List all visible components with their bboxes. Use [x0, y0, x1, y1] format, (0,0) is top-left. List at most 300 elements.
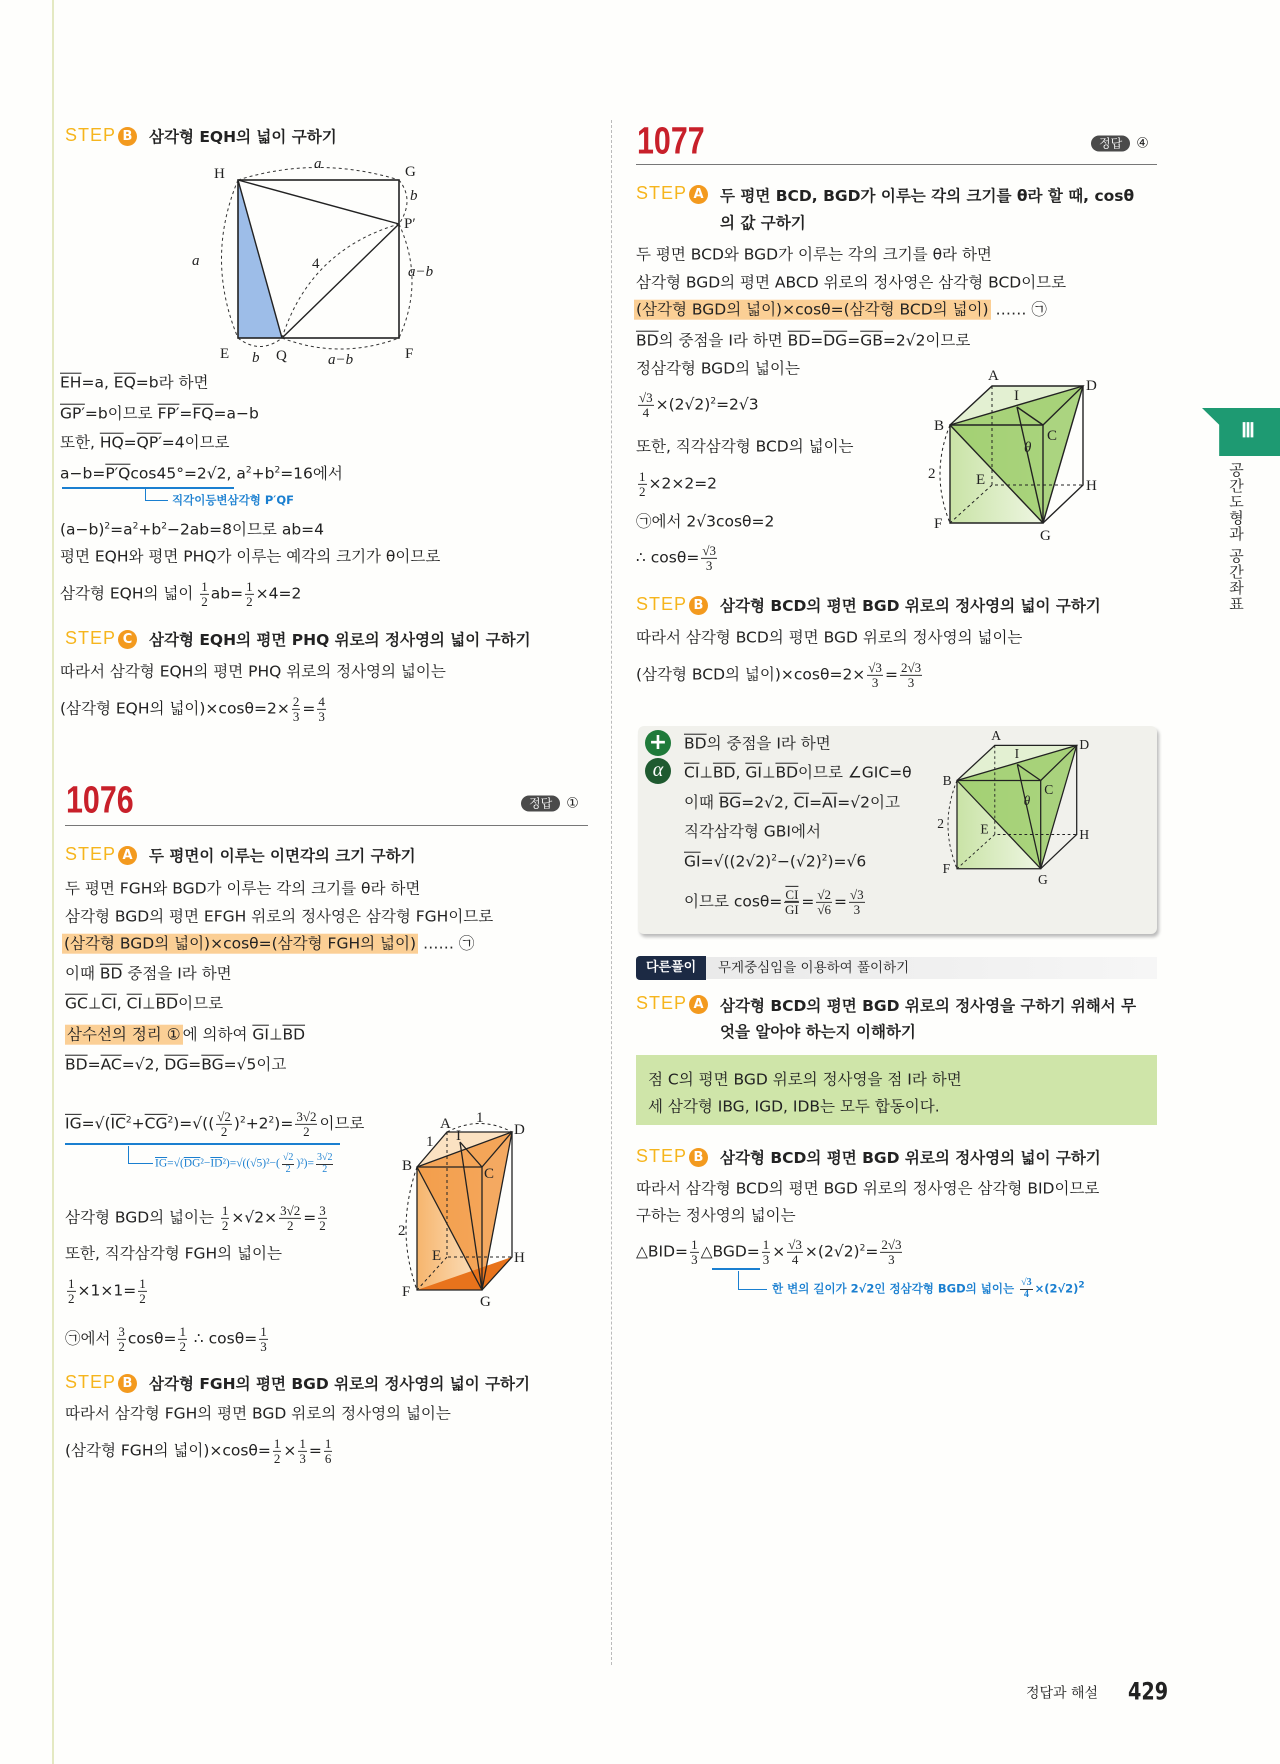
label-edge-2: 2 [928, 466, 936, 482]
step-heading [636, 183, 1156, 237]
text-run: = [303, 1208, 317, 1227]
text-run: ㉠에서 2√3cosθ=2 [636, 512, 775, 531]
step-badge: B [689, 596, 708, 615]
text-run: ⊥ [761, 763, 776, 782]
label-f: F [405, 346, 414, 362]
fraction [178, 1325, 187, 1353]
text-line [684, 764, 912, 783]
text-line [648, 1098, 940, 1117]
fraction [292, 695, 301, 723]
text-run: ㉠에서 [65, 1329, 116, 1348]
text-run: 세 삼각형 IBG, IGD, IDB는 모두 합동이다. [648, 1097, 940, 1116]
overlined-segment: $\overline{BD}$ [775, 763, 799, 782]
overlined-segment: $\overline{AC}$ [100, 1055, 122, 1074]
label-c: C [1047, 428, 1058, 444]
step-title: 두 평면 BCD, BGD가 이루는 각의 크기를 θ라 할 때, cosθ의 값 구하기 [720, 187, 1135, 232]
step-heading [636, 594, 1101, 616]
numerator: √2 [282, 1152, 294, 1163]
text-line [60, 465, 343, 484]
numerator: √3 [1021, 1277, 1032, 1288]
text-run: cos45°=2√2, a [130, 464, 246, 483]
text-run: ⊥ [87, 994, 102, 1013]
step-heading [65, 844, 416, 866]
text-run: ²− [200, 1157, 211, 1170]
fraction [273, 1437, 282, 1465]
text-run: =2√2이므로 [882, 331, 971, 350]
label-e: E [432, 1248, 442, 1264]
text-line [60, 695, 328, 723]
overlined-segment: GI [785, 901, 799, 917]
label-h: H [514, 1250, 525, 1266]
text-run: 또한, [60, 433, 100, 452]
numerator: 4 [318, 693, 325, 709]
chapter-numeral: Ⅲ [1241, 420, 1255, 442]
overlined-segment: $\overline{AI}$ [822, 793, 838, 812]
denominator: 3 [299, 1450, 306, 1466]
text-line [65, 1026, 305, 1045]
text-run: (삼각형 FGH의 넓이)×cosθ= [65, 1441, 271, 1460]
text-line [636, 360, 800, 379]
numerator: 3√2 [296, 1108, 317, 1124]
text-run: 두 평면 BCD와 BGD가 이루는 각의 크기를 θ라 하면 [636, 245, 992, 264]
label-edge-ad: 1 [476, 1110, 484, 1126]
text-run: 의 중점을 I라 하면 [706, 734, 831, 753]
text-line [684, 735, 831, 754]
text-run: = [809, 793, 823, 812]
label-g: G [480, 1294, 491, 1310]
fraction [762, 1238, 771, 1266]
label-q: Q [276, 348, 287, 364]
text-line [60, 405, 259, 424]
text-run: ×1×1= [77, 1281, 137, 1300]
denominator: 2 [639, 483, 646, 499]
text-run: 이므로 cosθ= [684, 892, 783, 911]
overlined-segment: $\overline{BD}$ [712, 763, 736, 782]
fraction [295, 1110, 317, 1138]
arrow-icon [738, 1271, 767, 1290]
step-badge: B [118, 1374, 137, 1393]
text-run: (삼각형 EQH의 넓이)×cosθ=2× [60, 699, 290, 718]
denominator: 3 [853, 901, 861, 917]
text-run: 이므로 [319, 1114, 365, 1133]
answer-label: 정답 [521, 796, 560, 812]
superscript: 2 [268, 1115, 275, 1126]
text-run: =2√3 [716, 395, 759, 414]
denominator: 2 [179, 1338, 186, 1354]
underline [65, 1143, 340, 1145]
overlined-segment: $\overline{GI}$ [684, 852, 701, 871]
overlined-segment: $\overline{BD}$ [65, 1055, 88, 1074]
denominator: 3 [705, 557, 713, 573]
step-label: STEP [636, 183, 688, 203]
text-run: 두 평면 FGH와 BGD가 이루는 각의 크기를 θ라 하면 [65, 879, 421, 898]
text-run: = [810, 331, 824, 350]
fraction [816, 888, 832, 916]
text-run: …… ㉠ [990, 300, 1047, 319]
text-run: +2 [245, 1114, 269, 1133]
denominator: 3 [292, 708, 300, 724]
label-f: F [402, 1284, 411, 1300]
numerator: 2√3 [900, 659, 922, 675]
label-i: I [1014, 388, 1019, 404]
numerator: √3 [868, 659, 882, 675]
label-d: D [514, 1122, 525, 1138]
overlined-segment: $\overline{CI}$ [684, 763, 700, 782]
fraction [138, 1277, 147, 1305]
text-run: =√2이고 [837, 793, 900, 812]
overlined-segment: $\overline{EQ}$ [113, 373, 136, 392]
fraction [784, 888, 799, 916]
alt-solution-title: 무게중심임을 이용하여 풀이하기 [718, 959, 910, 976]
text-run: 따라서 삼각형 FGH의 평면 BGD 위로의 정사영의 넓이는 [65, 1404, 451, 1423]
numerator: √3 [788, 1236, 802, 1252]
text-run: =√5이고 [223, 1055, 287, 1074]
text-run: = [179, 404, 193, 423]
text-run: 삼각형 BGD의 평면 ABCD 위로의 정사영은 삼각형 BCD이므로 [636, 273, 1067, 292]
numerator: 1 [273, 1435, 281, 1451]
overlined-segment: $\overline{BD}$ [787, 331, 811, 350]
text-line [636, 1207, 796, 1226]
numerator: √3 [639, 389, 653, 405]
denominator: 2 [285, 1163, 291, 1175]
text-run: )= [274, 1114, 294, 1133]
text-run: △BGD= [700, 1242, 760, 1261]
problem-number: 1076 [66, 779, 134, 822]
header-rule [636, 164, 1157, 165]
step-title: 삼각형 BCD의 평면 BGD 위로의 정사영의 넓이 구하기 [720, 597, 1101, 615]
fraction [279, 1204, 301, 1232]
text-line [684, 823, 821, 842]
text-run: )²)= [296, 1157, 314, 1170]
superscript: 2 [132, 521, 139, 532]
fraction [316, 1153, 334, 1175]
text-run: 직각삼각형 GBI에서 [684, 822, 821, 841]
plus-icon: + [645, 730, 671, 756]
text-run: =a−b [213, 404, 259, 423]
problem-number: 1077 [637, 120, 705, 163]
numerator: 1 [201, 578, 208, 594]
step-badge: B [689, 1148, 708, 1167]
superscript: 2 [1078, 1280, 1085, 1291]
text-run: =√( [167, 1157, 184, 1170]
overlined-segment: $\overline{FQ}$ [192, 404, 214, 423]
text-line [60, 374, 208, 393]
step-badge: A [118, 846, 137, 865]
text-run: ⊥ [699, 763, 713, 782]
overlined-segment: $\overline{GI}$ [745, 763, 762, 782]
overlined-segment: $\overline{IC}$ [110, 1114, 126, 1133]
superscript: 2 [274, 465, 281, 476]
label-d: D [1086, 378, 1097, 394]
square-diagram [192, 150, 440, 368]
text-line [684, 794, 900, 813]
annotation-note [155, 1153, 335, 1175]
denominator: 2 [201, 593, 208, 609]
cube-diagram [930, 360, 1160, 550]
answer-badge [1091, 135, 1149, 152]
highlighted-text: 삼수선의 정리 ① [67, 1025, 181, 1044]
text-line [60, 663, 446, 682]
text-line [65, 1204, 329, 1232]
numerator: √2 [217, 1108, 231, 1124]
label-g: G [1038, 872, 1048, 887]
fraction [282, 1153, 295, 1175]
fraction [638, 470, 647, 498]
overlined-segment: $\overline{CI}$ [126, 994, 143, 1013]
denominator: 2 [118, 1338, 125, 1354]
numerator: 1 [68, 1275, 75, 1291]
denominator: 4 [642, 404, 650, 420]
highlighted-text: (삼각형 BGD의 넓이)×cosθ=(삼각형 FGH의 넓이) [64, 934, 417, 953]
label-p-prime: P′ [404, 216, 416, 232]
text-run: = [302, 699, 316, 718]
label-edge-2: 2 [937, 816, 944, 832]
page-number: 429 [1128, 1677, 1169, 1706]
footer-label: 정답과 해설 [1026, 1685, 1099, 1702]
fraction [690, 1238, 699, 1266]
text-run: , [735, 763, 746, 782]
denominator: 6 [324, 1450, 332, 1466]
step-label: STEP [65, 844, 117, 864]
column-divider [611, 120, 612, 1665]
fraction [900, 661, 922, 689]
overlined-segment: $\overline{CG}$ [144, 1114, 168, 1133]
text-run: ²)=√((√5)²−( [222, 1157, 280, 1170]
text-run: =√2, [121, 1055, 165, 1074]
denominator [785, 903, 799, 917]
denominator: 4 [791, 1251, 799, 1267]
label-g: G [405, 164, 416, 180]
text-run: =4이므로 [161, 433, 230, 452]
overlined-segment: $\overline{EH}$ [60, 373, 82, 392]
label-c: C [484, 1166, 495, 1182]
fraction [67, 1277, 76, 1305]
text-run: ×(2√2) [1034, 1281, 1079, 1296]
numerator: 3 [118, 1323, 125, 1339]
superscript: 2 [245, 465, 252, 476]
step-label: STEP [65, 125, 117, 145]
overlined-segment: $\overline{BG}$ [718, 793, 742, 812]
text-line [65, 1110, 364, 1138]
numerator: 1 [639, 468, 646, 484]
answer-value: ① [566, 795, 579, 812]
overlined-segment: $\overline{BD}$ [155, 994, 179, 1013]
overlined-segment: $\overline{DG}$ [183, 1157, 201, 1170]
overlined-segment: $\overline{GC}$ [65, 994, 88, 1013]
answer-label: 정답 [1091, 136, 1130, 152]
text-run: 삼각형 BGD의 넓이는 [65, 1208, 219, 1227]
text-line [60, 580, 301, 608]
superscript: 2 [161, 521, 167, 532]
numerator: 1 [260, 1323, 267, 1339]
text-run: +b [251, 464, 275, 483]
text-line [636, 1180, 1099, 1199]
text-run: ×(2√2) [804, 1242, 860, 1261]
label-a-left: a [192, 253, 200, 269]
step-heading [636, 1146, 1101, 1168]
overlined-segment: $\overline{HQ}$ [99, 433, 124, 452]
text-run: 이때 [684, 793, 719, 812]
text-run: 따라서 삼각형 BCD의 평면 BGD 위로의 정사영은 삼각형 BID이므로 [636, 1179, 1100, 1198]
underline [712, 1268, 760, 1270]
text-line [65, 1405, 451, 1424]
arrow-icon [128, 1146, 153, 1164]
text-line [60, 521, 324, 540]
fraction [880, 1238, 902, 1266]
text-run: 에 의하여 [182, 1025, 253, 1044]
step-title: 삼각형 FGH의 평면 BGD 위로의 정사영의 넓이 구하기 [149, 1375, 530, 1393]
denominator: 3 [762, 1251, 770, 1267]
superscript: 2 [125, 1115, 132, 1126]
step-title: 삼각형 BCD의 평면 BGD 위로의 정사영을 구하기 위해서 무엇을 알아야 하는지 이해하기 [720, 997, 1137, 1041]
text-line [60, 548, 440, 567]
text-run: 중점을 I라 하면 [122, 964, 232, 983]
denominator: 4 [1023, 1288, 1029, 1300]
overlined-segment: QP′ [136, 433, 162, 452]
text-run: ×2×2=2 [648, 474, 718, 493]
text-run: (삼각형 BCD의 넓이)×cosθ=2× [636, 665, 866, 684]
numerator [784, 888, 799, 903]
text-run: ×√2× [231, 1208, 278, 1227]
step-title: 삼각형 EQH의 평면 PHQ 위로의 정사영의 넓이 구하기 [149, 631, 531, 649]
overlined-segment: P′Q [105, 464, 131, 483]
overlined-segment: $\overline{ID}$ [210, 1157, 223, 1170]
text-line [636, 661, 924, 689]
label-e: E [980, 821, 989, 837]
text-line [636, 513, 774, 532]
numerator: 3√2 [280, 1202, 301, 1218]
numerator: 1 [762, 1236, 770, 1252]
numerator: 3√2 [316, 1152, 333, 1163]
text-line [636, 438, 854, 457]
fraction [867, 661, 883, 689]
text-line [648, 1071, 962, 1090]
text-line [636, 274, 1066, 293]
denominator: 2 [303, 1123, 310, 1139]
step-badge: A [689, 185, 708, 204]
overlined-segment: $\overline{BG}$ [201, 1055, 224, 1074]
label-edge-height: 2 [398, 1223, 406, 1239]
text-run: −(√2) [776, 852, 822, 871]
label-i: I [456, 1128, 461, 1144]
step-badge: A [689, 995, 708, 1014]
denominator: 2 [246, 593, 253, 609]
text-run: )=√(( [173, 1114, 215, 1133]
text-run: 따라서 삼각형 EQH의 평면 PHQ 위로의 정사영의 넓이는 [60, 662, 446, 681]
denominator: 2 [68, 1290, 75, 1306]
highlighted-text: (삼각형 BGD의 넓이)×cosθ=(삼각형 BCD의 넓이) [636, 300, 989, 319]
step-title: 삼각형 EQH의 넓이 구하기 [149, 128, 337, 146]
denominator: 2 [322, 1163, 328, 1175]
plus-alpha-icon [643, 730, 673, 784]
label-e: E [976, 472, 986, 488]
overlined-segment: $\overline{BD}$ [684, 734, 707, 753]
text-run: 평면 EQH와 평면 PHQ가 이루는 예각의 크기가 θ이므로 [60, 547, 441, 566]
label-f: F [934, 516, 943, 532]
text-run: = [884, 665, 898, 684]
text-run: , [116, 994, 127, 1013]
fraction [317, 695, 326, 723]
text-run: = [834, 892, 848, 911]
text-line [65, 1056, 286, 1075]
label-theta: θ [1024, 440, 1032, 456]
overlined-segment: $\overline{CI}$ [785, 886, 799, 902]
text-run: 의 중점을 I라 하면 [658, 331, 788, 350]
step-heading [65, 628, 531, 650]
label-a-minus-b-right: a−b [408, 264, 434, 280]
numerator: √3 [850, 886, 864, 902]
step-title: 두 평면이 이루는 이면각의 크기 구하기 [149, 847, 416, 865]
text-run: = [308, 1441, 322, 1460]
fraction [638, 391, 654, 419]
label-theta: θ [1023, 792, 1031, 808]
label-f: F [942, 861, 951, 877]
text-run: 또한, 직각삼각형 FGH의 넓이는 [65, 1244, 282, 1263]
chapter-title: 공간도형과 공간좌표 [1227, 462, 1245, 612]
text-line [636, 544, 719, 572]
text-run: a−b= [60, 464, 106, 483]
fraction [259, 1325, 268, 1353]
arrow-icon [145, 489, 168, 501]
fraction [221, 1204, 230, 1232]
label-h: H [1079, 827, 1090, 842]
fraction [318, 1204, 327, 1232]
header-rule [65, 825, 588, 826]
numerator: 1 [179, 1323, 186, 1339]
text-run: = [87, 1055, 101, 1074]
denominator: 3 [691, 1251, 698, 1267]
text-line [65, 1437, 334, 1465]
overlined-segment: $\overline{IG}$ [65, 1114, 82, 1133]
text-line [65, 995, 223, 1014]
text-run: (a−b) [60, 520, 105, 539]
text-line [60, 434, 230, 453]
text-run: 구하는 정사영의 넓이는 [636, 1206, 796, 1225]
alpha-icon: α [645, 758, 671, 784]
text-run: 삼각형 BGD의 평면 EFGH 위로의 정사영은 삼각형 FGH이므로 [65, 907, 494, 926]
fraction [787, 1238, 803, 1266]
text-run: 삼각형 EQH의 넓이 [60, 584, 199, 603]
text-run: = [865, 1242, 879, 1261]
numerator: 3 [319, 1202, 326, 1218]
cube-diagram-alpha [939, 722, 1146, 893]
superscript: 2 [771, 853, 777, 864]
label-edge-ab: 1 [426, 1134, 434, 1150]
overlined-segment: $\overline{CI}$ [793, 793, 810, 812]
superscript: 2 [239, 1115, 246, 1126]
text-run: =√((2√2) [700, 852, 772, 871]
page-left-border [52, 0, 54, 1764]
text-run: = [847, 331, 861, 350]
text-run: ⊥ [268, 1025, 283, 1044]
text-run: ×(2√2) [655, 395, 711, 414]
label-a: A [991, 728, 1001, 743]
text-line [636, 246, 992, 265]
step-label: STEP [636, 993, 688, 1013]
annotation-note: 직각이등변삼각형 P′QF [172, 493, 294, 507]
overlined-segment: $\overline{BD}$ [282, 1025, 306, 1044]
overlined-segment: $\overline{GI}$ [252, 1025, 269, 1044]
fraction [245, 580, 254, 608]
denominator: 2 [139, 1290, 146, 1306]
denominator: 2 [286, 1217, 294, 1233]
label-a: A [440, 1116, 451, 1132]
text-run: = [123, 433, 137, 452]
label-e: E [220, 346, 230, 362]
step-title: 삼각형 BCD의 평면 BGD 위로의 정사영의 넓이 구하기 [720, 1149, 1101, 1167]
label-4: 4 [312, 256, 320, 272]
denominator: 3 [871, 674, 879, 690]
